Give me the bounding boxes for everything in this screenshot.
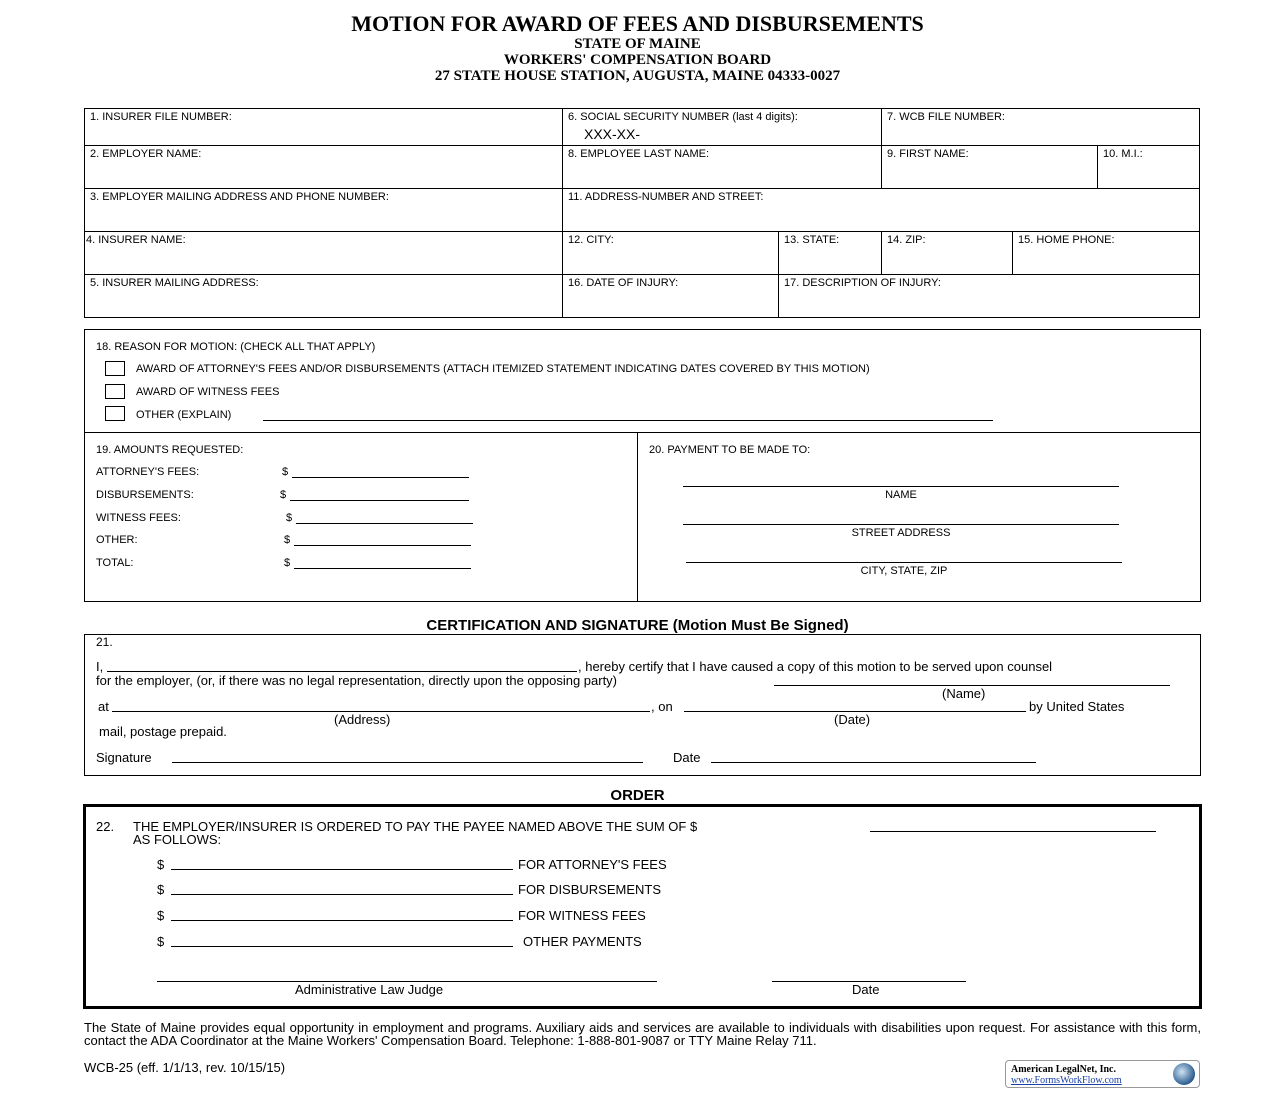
label: 16. DATE OF INJURY: xyxy=(568,277,679,289)
total-input[interactable] xyxy=(294,568,471,569)
attorney-fees-input[interactable] xyxy=(292,477,469,478)
field-description-of-injury[interactable] xyxy=(778,274,1200,318)
logo-link[interactable]: www.FormsWorkFlow.com xyxy=(1011,1075,1122,1086)
order-date-caption: Date xyxy=(852,982,880,997)
label: 15. HOME PHONE: xyxy=(1018,234,1115,246)
label: 10. M.I.: xyxy=(1103,148,1143,160)
field-ssn[interactable] xyxy=(562,108,882,146)
label: 13. STATE: xyxy=(784,234,840,246)
ada-notice: The State of Maine provides equal opportunity in employment and programs. Auxiliary aids and services are available to individuals with disabilities upon request. For assistance with this form, contact the ADA Coordinator at the Maine Workers' Compensation Board. Telephone: 1-888-801-9087 or TTY Maine Relay 711. xyxy=(84,1020,1201,1048)
dollar-sign: $ xyxy=(157,934,165,949)
field-employer-name[interactable] xyxy=(84,145,563,189)
cert-on: , on xyxy=(651,699,673,714)
field-employee-last-name[interactable] xyxy=(562,145,882,189)
order-item: FOR ATTORNEY'S FEES xyxy=(518,857,667,872)
ssn-value: XXX-XX- xyxy=(584,126,641,142)
order-item: FOR WITNESS FEES xyxy=(518,908,646,923)
field-first-name[interactable] xyxy=(881,145,1098,189)
dollar-sign: $ xyxy=(157,908,165,923)
dollar-sign: $ xyxy=(157,882,165,897)
payee-street-caption: STREET ADDRESS xyxy=(851,527,951,539)
order-other-input[interactable] xyxy=(171,946,513,947)
amount-label: TOTAL: xyxy=(96,557,134,569)
label: 17. DESCRIPTION OF INJURY: xyxy=(784,277,941,289)
dollar-sign: $ xyxy=(280,489,287,501)
cert-i: I, xyxy=(96,659,104,674)
disbursements-input[interactable] xyxy=(290,500,469,501)
field-state[interactable] xyxy=(778,231,882,275)
field-mi[interactable] xyxy=(1097,145,1200,189)
cert-line2: for the employer, (or, if there was no legal representation, directly upon the opposing party) xyxy=(96,673,618,688)
amount-label: ATTORNEY'S FEES: xyxy=(96,466,200,478)
form-id: WCB-25 (eff. 1/1/13, rev. 10/15/15) xyxy=(84,1060,286,1075)
payment-title: 20. PAYMENT TO BE MADE TO: xyxy=(649,444,811,456)
order-title: ORDER xyxy=(610,787,665,804)
amount-label: WITNESS FEES: xyxy=(96,512,181,524)
dollar-sign: $ xyxy=(157,857,165,872)
order-witness-fees-input[interactable] xyxy=(171,920,513,921)
amounts-title: 19. AMOUNTS REQUESTED: xyxy=(96,444,244,456)
label: 14. ZIP: xyxy=(887,234,926,246)
order-as-follows: AS FOLLOWS: xyxy=(133,832,222,847)
field-insurer-file-number[interactable] xyxy=(84,108,563,146)
label: 6. SOCIAL SECURITY NUMBER (last 4 digits): xyxy=(568,111,798,123)
certifier-name-input[interactable] xyxy=(107,671,577,672)
payee-name-caption: NAME xyxy=(885,489,917,501)
order-attorney-fees-input[interactable] xyxy=(171,869,513,870)
payee-name-input[interactable] xyxy=(683,486,1119,487)
address-caption: (Address) xyxy=(334,712,391,727)
date-label: Date xyxy=(673,750,701,765)
order-item: OTHER PAYMENTS xyxy=(523,934,642,949)
option-other: OTHER (EXPLAIN) xyxy=(136,409,232,421)
amount-label: DISBURSEMENTS: xyxy=(96,489,194,501)
order-disbursements-input[interactable] xyxy=(171,894,513,895)
reason-title: 18. REASON FOR MOTION: (CHECK ALL THAT APPLY) xyxy=(96,341,376,353)
divider xyxy=(84,432,1201,433)
dollar-sign: $ xyxy=(282,466,289,478)
cert-hereby: , hereby certify that I have caused a copy of this motion to be served upon counsel xyxy=(578,659,1053,674)
section-number: 21. xyxy=(96,635,113,649)
label: 11. ADDRESS-NUMBER AND STREET: xyxy=(568,191,764,203)
other-amount-input[interactable] xyxy=(294,545,471,546)
signature-label: Signature xyxy=(96,750,152,765)
field-city[interactable] xyxy=(562,231,779,275)
legalnet-logo[interactable] xyxy=(1005,1060,1200,1088)
checkbox-other[interactable] xyxy=(105,406,125,421)
board-address: 27 STATE HOUSE STATION, AUGUSTA, MAINE 04333-0027 xyxy=(434,68,841,84)
field-zip[interactable] xyxy=(881,231,1013,275)
field-insurer-name[interactable] xyxy=(84,231,563,275)
globe-icon xyxy=(1173,1063,1195,1085)
checkbox-attorney-fees[interactable] xyxy=(105,361,125,376)
field-insurer-mailing-address[interactable] xyxy=(84,274,563,318)
order-item: FOR DISBURSEMENTS xyxy=(518,882,662,897)
payee-city-input[interactable] xyxy=(686,562,1122,563)
payee-city-caption: CITY, STATE, ZIP xyxy=(860,565,948,577)
form-title: MOTION FOR AWARD OF FEES AND DISBURSEMENTS xyxy=(351,11,924,36)
field-wcb-file-number[interactable] xyxy=(881,108,1200,146)
board-heading: WORKERS' COMPENSATION BOARD xyxy=(503,52,772,68)
dollar-sign: $ xyxy=(284,557,291,569)
label: 1. INSURER FILE NUMBER: xyxy=(90,111,232,123)
order-text: THE EMPLOYER/INSURER IS ORDERED TO PAY THE PAYEE NAMED ABOVE THE SUM OF $ xyxy=(133,819,698,834)
cert-mail: mail, postage prepaid. xyxy=(99,724,227,739)
label: 2. EMPLOYER NAME: xyxy=(90,148,202,160)
judge-caption: Administrative Law Judge xyxy=(295,982,444,997)
label: 7. WCB FILE NUMBER: xyxy=(887,111,1005,123)
dollar-sign: $ xyxy=(284,534,291,546)
witness-fees-input[interactable] xyxy=(296,523,473,524)
label: 3. EMPLOYER MAILING ADDRESS AND PHONE NUMBER: xyxy=(90,191,389,203)
label: 9. FIRST NAME: xyxy=(887,148,969,160)
name-caption: (Name) xyxy=(942,686,986,701)
order-box xyxy=(83,804,1202,1009)
logo-name: American LegalNet, Inc. xyxy=(1011,1064,1116,1075)
field-employer-address[interactable] xyxy=(84,188,563,232)
label: 12. CITY: xyxy=(568,234,614,246)
label: 5. INSURER MAILING ADDRESS: xyxy=(90,277,259,289)
checkbox-witness-fees[interactable] xyxy=(105,384,125,399)
label: 8. EMPLOYEE LAST NAME: xyxy=(568,148,710,160)
amount-label: OTHER: xyxy=(96,534,138,546)
divider xyxy=(637,432,638,601)
label: 4. INSURER NAME: xyxy=(86,234,186,246)
field-employee-street[interactable] xyxy=(562,188,1200,232)
field-date-of-injury[interactable] xyxy=(562,274,779,318)
certification-title: CERTIFICATION AND SIGNATURE (Motion Must Be Signed) xyxy=(426,617,849,634)
cert-by: by United States xyxy=(1029,699,1125,714)
order-sum-input[interactable] xyxy=(870,831,1156,832)
payee-street-input[interactable] xyxy=(683,524,1119,525)
field-home-phone[interactable] xyxy=(1012,231,1200,275)
dollar-sign: $ xyxy=(286,512,293,524)
option-attorney-fees: AWARD OF ATTORNEY'S FEES AND/OR DISBURSEMENTS (ATTACH ITEMIZED STATEMENT INDICATING DATES COVERED BY THIS MOTION) xyxy=(136,363,870,375)
date-caption: (Date) xyxy=(834,712,871,727)
section-number: 22. xyxy=(96,819,115,834)
other-explain-line[interactable] xyxy=(263,420,993,421)
state-heading: STATE OF MAINE xyxy=(574,36,701,52)
signature-input[interactable] xyxy=(172,762,643,763)
cert-at: at xyxy=(98,699,109,714)
signature-date-input[interactable] xyxy=(711,762,1036,763)
option-witness-fees: AWARD OF WITNESS FEES xyxy=(136,386,280,398)
